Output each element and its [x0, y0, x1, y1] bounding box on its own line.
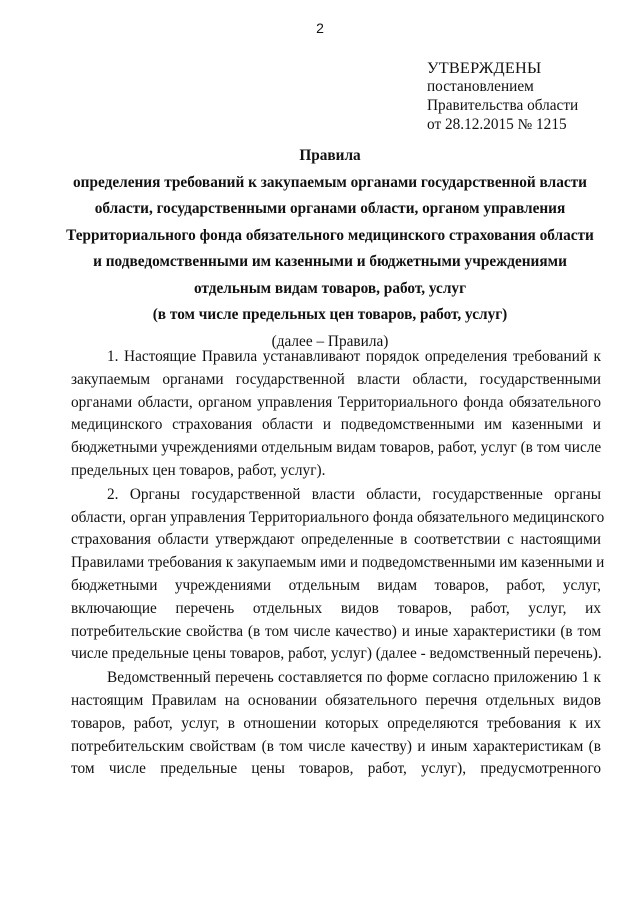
approval-date-number: от 28.12.2015 № 1215: [427, 116, 567, 133]
paragraph-line: числе предельные цены товаров, работ, услуг) (далее - ведомственный перечень).: [71, 645, 602, 663]
paragraph-1: [71, 346, 601, 483]
title-line: Территориального фонда обязательного медицинского страхования области: [66, 226, 594, 244]
title-line: отдельным видам товаров, работ, услуг: [193, 279, 467, 297]
page-number: 2: [316, 20, 324, 36]
approval-stamp: [427, 58, 627, 134]
document-body: [71, 346, 605, 781]
title-line: определения требований к закупаемым органами государственной власти: [73, 173, 587, 191]
paragraph-line: товаров, работ, услуг, в отношении которых определяются требования к их: [71, 714, 601, 732]
approval-heading: УТВЕРЖДЕНЫ: [427, 58, 542, 77]
title-line: (в том числе предельных цен товаров, работ, услуг): [152, 306, 508, 323]
paragraph-3: [71, 667, 601, 781]
paragraph-2: [71, 484, 605, 666]
paragraph-line: бюджетными учреждениями отдельным видам товаров, работ, услуг (в том числе: [71, 439, 602, 457]
paragraph-line: том числе предельные цены товаров, работ, услуг), предусмотренного: [71, 760, 601, 778]
paragraph-line: потребительские свойства (в том числе качество) и иные характеристики (в том: [71, 622, 601, 640]
paragraph-line: 2. Органы государственной власти области, государственные органы: [107, 485, 601, 503]
paragraph-line: бюджетными учреждениями отдельным видам товаров, работ, услуг,: [71, 576, 601, 594]
approval-line: Правительства области: [427, 97, 579, 114]
paragraph-line: Ведомственный перечень составляется по форме согласно приложению 1 к: [107, 669, 601, 687]
title-heading: Правила: [299, 147, 361, 164]
approval-line: постановлением: [427, 78, 534, 95]
paragraph-line: настоящим Правилам на основании обязательного перечня отдельных видов: [71, 691, 601, 709]
paragraph-line: потребительским свойствам (в том числе качеству) и иным характеристикам (в: [71, 737, 601, 755]
paragraph-line: 1. Настоящие Правила устанавливают порядок определения требований к: [107, 348, 601, 365]
paragraph-line: включающие перечень отдельных видов товаров, работ, услуг, их: [71, 599, 601, 617]
paragraph-line: области, орган управления Территориального фонда обязательного медицинского: [71, 508, 605, 526]
paragraph-line: закупаемым органами государственной власти области, государственными: [71, 370, 601, 388]
paragraph-line: страхования области утверждают определенные в соответствии с настоящими: [71, 531, 601, 549]
document-title: [60, 143, 600, 355]
title-note: (далее – Правила): [271, 332, 389, 350]
title-line: области, государственными органами области, органом управления: [94, 200, 566, 217]
paragraph-line: медицинского страхования области и подведомственными им казенными и: [71, 416, 601, 434]
title-line: и подведомственными им казенными и бюджетными учреждениями: [93, 253, 567, 270]
paragraph-line: предельных цен товаров, работ, услуг).: [71, 461, 326, 479]
paragraph-line: органами области, органом управления Территориального фонда обязательного: [71, 393, 601, 411]
paragraph-line: Правилами требования к закупаемым ими и подведомственными им казенными и: [71, 554, 605, 572]
